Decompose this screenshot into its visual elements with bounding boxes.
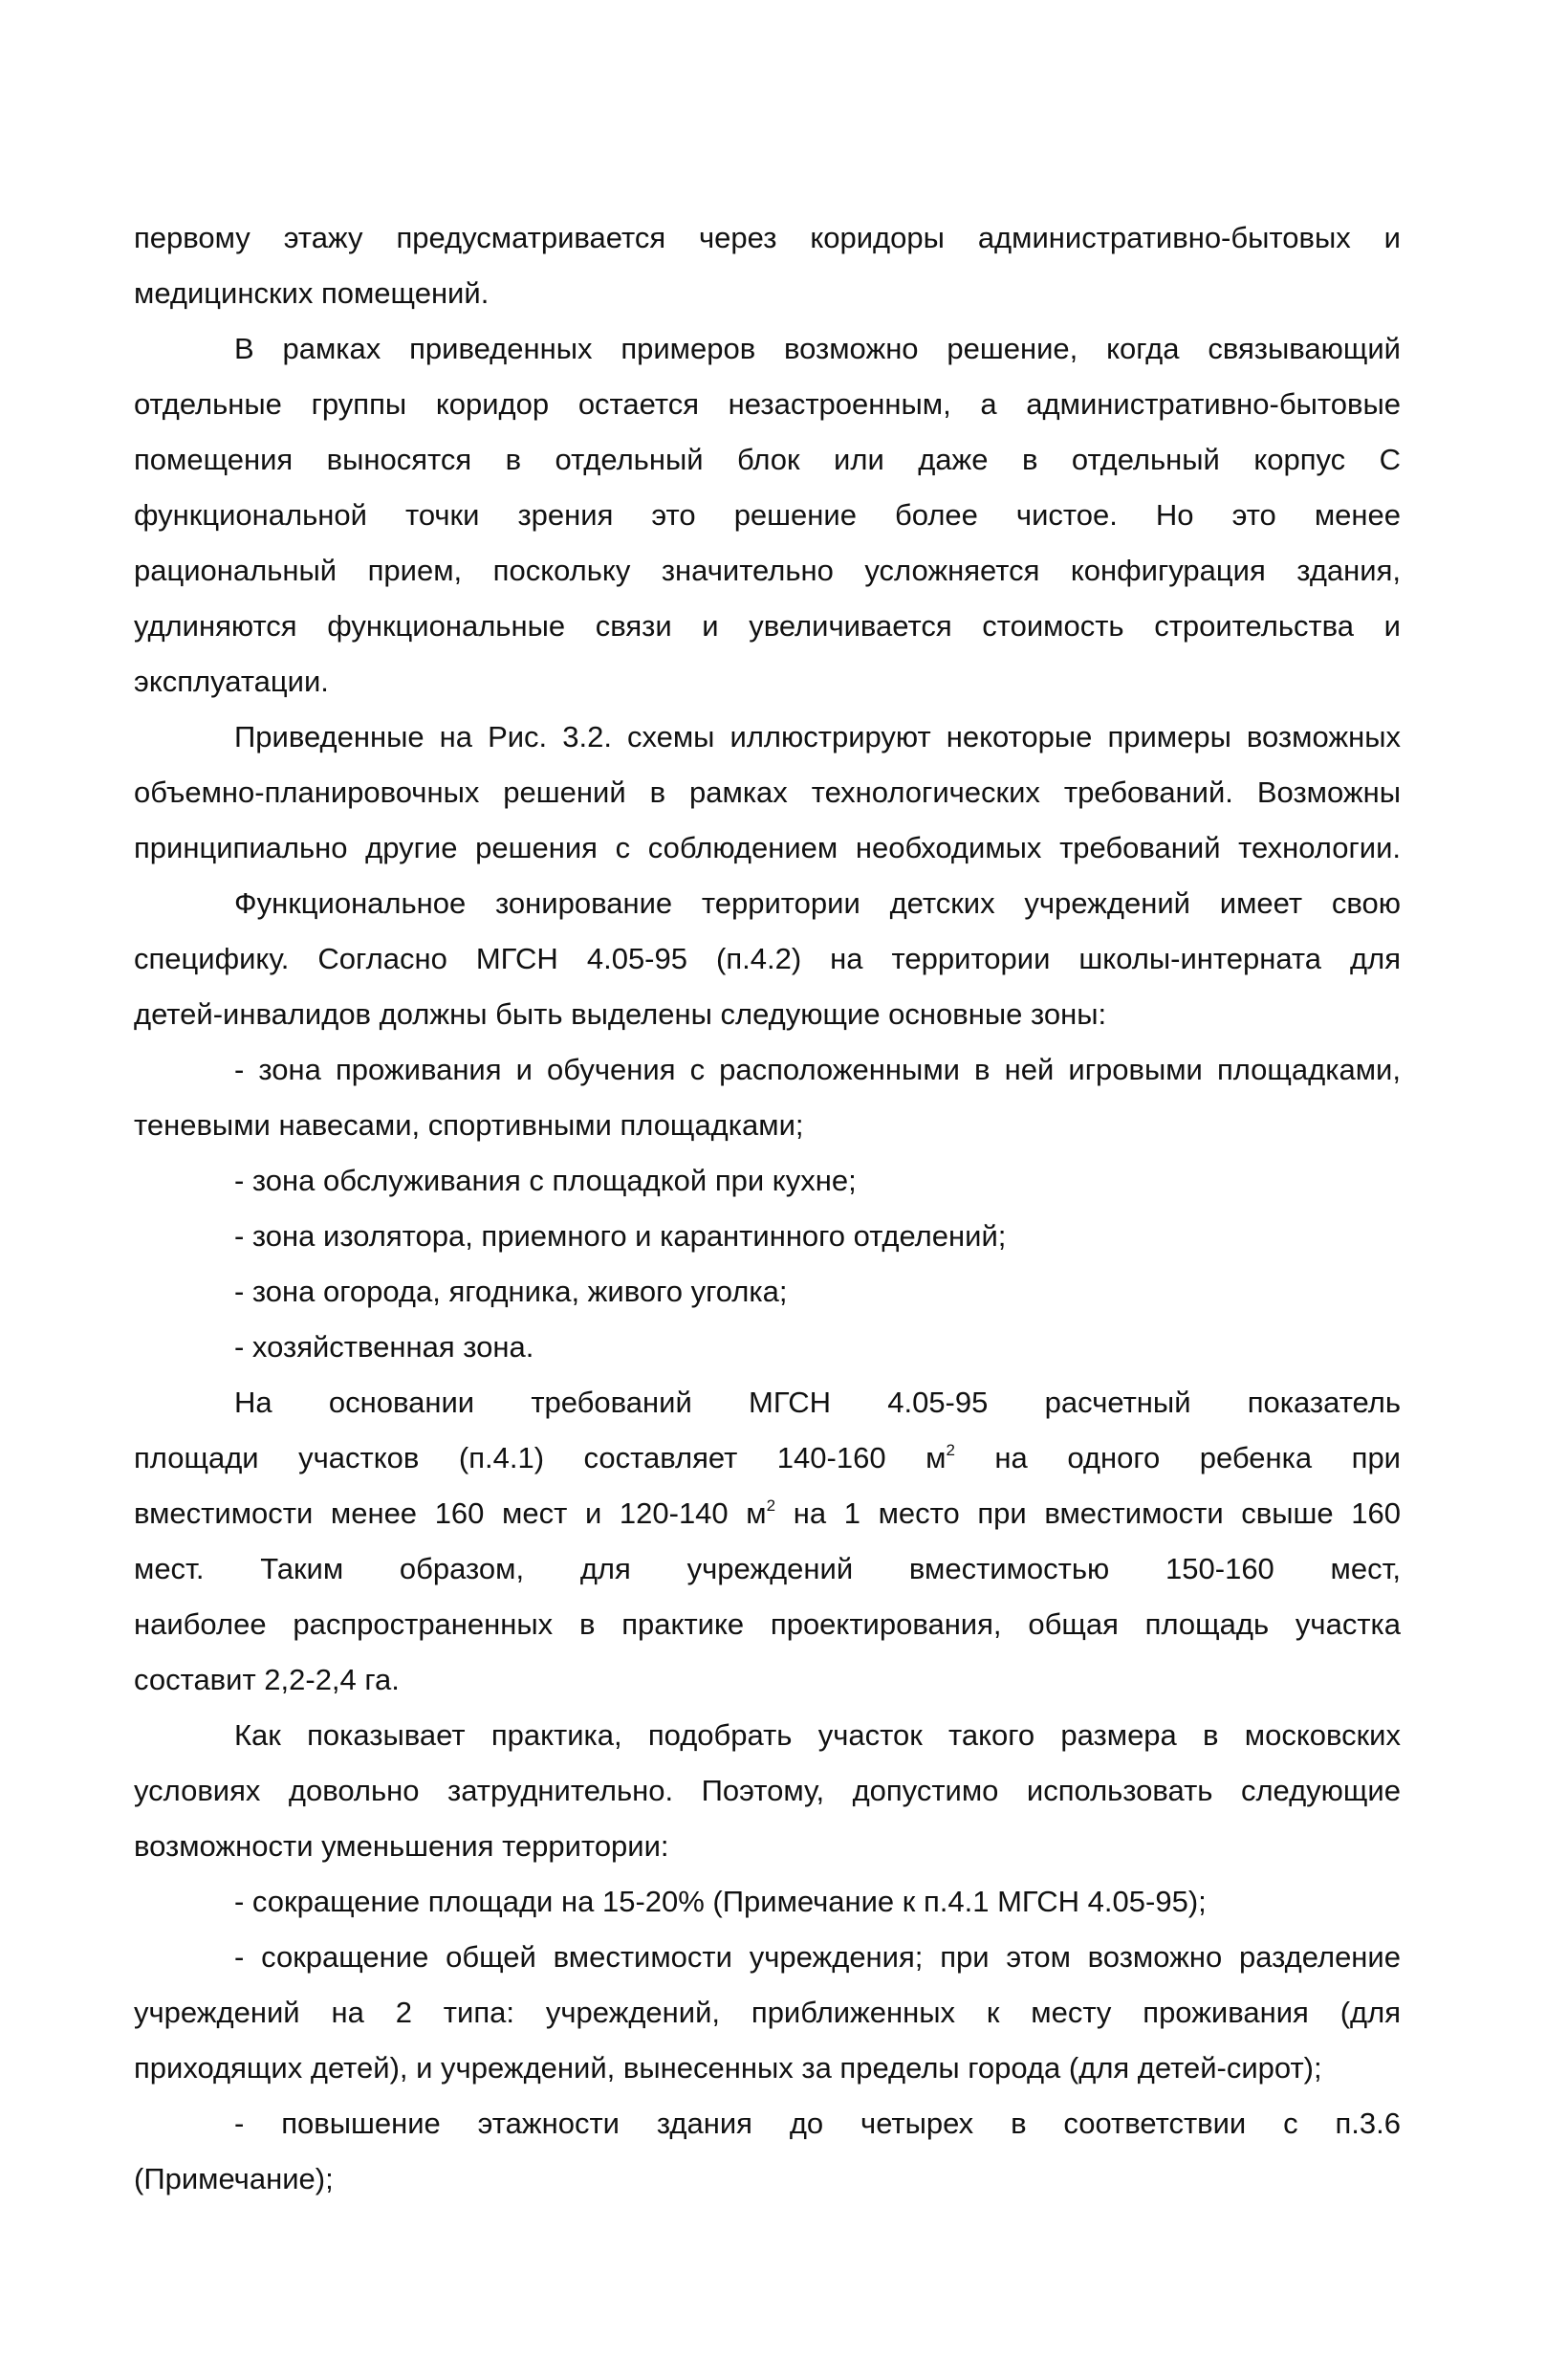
text-line: помещения выносятся в отдельный блок или даже в отдельный корпус С bbox=[134, 443, 1401, 476]
text-line: - хозяйственная зона. bbox=[234, 1330, 534, 1364]
list-item-zone-garden bbox=[134, 1264, 1401, 1320]
list-item-capacity-reduction bbox=[134, 1930, 1401, 2096]
superscript: 2 bbox=[766, 1496, 776, 1515]
text-line: удлиняются функциональные связи и увеличивается стоимость строительства и bbox=[134, 609, 1401, 643]
superscript: 2 bbox=[946, 1440, 955, 1459]
paragraph-1 bbox=[134, 210, 1401, 321]
text-line: На основании требований МГСН 4.05-95 расчетный показатель bbox=[234, 1386, 1401, 1419]
text-line: первому этажу предусматривается через коридоры административно-бытовых и bbox=[134, 221, 1401, 254]
text-line: (Примечание); bbox=[134, 2162, 334, 2195]
text-line: - зона огорода, ягодника, живого уголка; bbox=[234, 1275, 788, 1308]
text-line: Приведенные на Рис. 3.2. схемы иллюстрируют некоторые примеры возможных bbox=[234, 720, 1401, 753]
text-line: Функциональное зонирование территории детских учреждений имеет свою bbox=[234, 886, 1401, 920]
text-line: условиях довольно затруднительно. Поэтому, допустимо использовать следующие bbox=[134, 1774, 1401, 1807]
document-body bbox=[134, 210, 1401, 2207]
text-line: В рамках приведенных примеров возможно решение, когда связывающий bbox=[234, 332, 1401, 365]
text-line: наиболее распространенных в практике проектирования, общая площадь участка bbox=[134, 1607, 1401, 1641]
text-line: рациональный прием, поскольку значительно усложняется конфигурация здания, bbox=[134, 554, 1401, 587]
paragraph-2 bbox=[134, 321, 1401, 710]
list-item-zone-living bbox=[134, 1042, 1401, 1153]
text-line: функциональной точки зрения это решение более чистое. Но это менее bbox=[134, 498, 1401, 532]
text-line: - зона обслуживания с площадкой при кухне; bbox=[234, 1164, 857, 1197]
paragraph-area-requirements bbox=[134, 1375, 1401, 1708]
text-line: отдельные группы коридор остается незастроенным, а административно-бытовые bbox=[134, 387, 1401, 421]
text-line: эксплуатации. bbox=[134, 665, 329, 698]
list-item-area-reduction bbox=[134, 1874, 1401, 1930]
list-item-zone-utility bbox=[134, 1320, 1401, 1375]
list-item-zone-isolation bbox=[134, 1209, 1401, 1264]
text-line: медицинских помещений. bbox=[134, 276, 490, 310]
text-line: приходящих детей), и учреждений, вынесенных за пределы города (для детей-сирот); bbox=[134, 2051, 1322, 2085]
text-line: учреждений на 2 типа: учреждений, приближенных к месту проживания (для bbox=[134, 1996, 1401, 2029]
text-line: возможности уменьшения территории: bbox=[134, 1829, 669, 1863]
text-line: принципиально другие решения с соблюдением необходимых требований технологии. bbox=[134, 831, 1401, 864]
list-item-floor-increase bbox=[134, 2096, 1401, 2207]
paragraph-practice bbox=[134, 1708, 1401, 1874]
text-line: теневыми навесами, спортивными площадками; bbox=[134, 1108, 804, 1142]
text-line: специфику. Согласно МГСН 4.05-95 (п.4.2) на территории школы-интерната для bbox=[134, 942, 1401, 975]
text-line bbox=[134, 1486, 1401, 1541]
text-line bbox=[134, 1430, 1401, 1486]
text-fragment: площади участков (п.4.1) составляет 140-160 м bbox=[134, 1441, 947, 1474]
text-line: - зона изолятора, приемного и карантинного отделений; bbox=[234, 1219, 1007, 1253]
text-line: - сокращение площади на 15-20% (Примечание к п.4.1 МГСН 4.05-95); bbox=[234, 1885, 1207, 1918]
text-line: составит 2,2-2,4 га. bbox=[134, 1663, 400, 1696]
text-line: - повышение этажности здания до четырех в соответствии с п.3.6 bbox=[234, 2107, 1401, 2140]
text-fragment: на одного ребенка при bbox=[954, 1441, 1401, 1474]
text-line: - зона проживания и обучения с расположенными в ней игровыми площадками, bbox=[234, 1053, 1401, 1086]
text-line: мест. Таким образом, для учреждений вместимостью 150-160 мест, bbox=[134, 1552, 1401, 1585]
paragraph-3 bbox=[134, 710, 1401, 876]
text-fragment: на 1 место при вместимости свыше 160 bbox=[775, 1496, 1401, 1530]
list-item-zone-service bbox=[134, 1153, 1401, 1209]
text-line: Как показывает практика, подобрать участок такого размера в московских bbox=[234, 1718, 1401, 1752]
text-line: - сокращение общей вместимости учреждения; при этом возможно разделение bbox=[234, 1940, 1401, 1974]
paragraph-4 bbox=[134, 876, 1401, 1042]
text-line: объемно-планировочных решений в рамках технологических требований. Возможны bbox=[134, 775, 1401, 809]
text-line: детей-инвалидов должны быть выделены следующие основные зоны: bbox=[134, 997, 1107, 1031]
text-fragment: вместимости менее 160 мест и 120-140 м bbox=[134, 1496, 767, 1530]
